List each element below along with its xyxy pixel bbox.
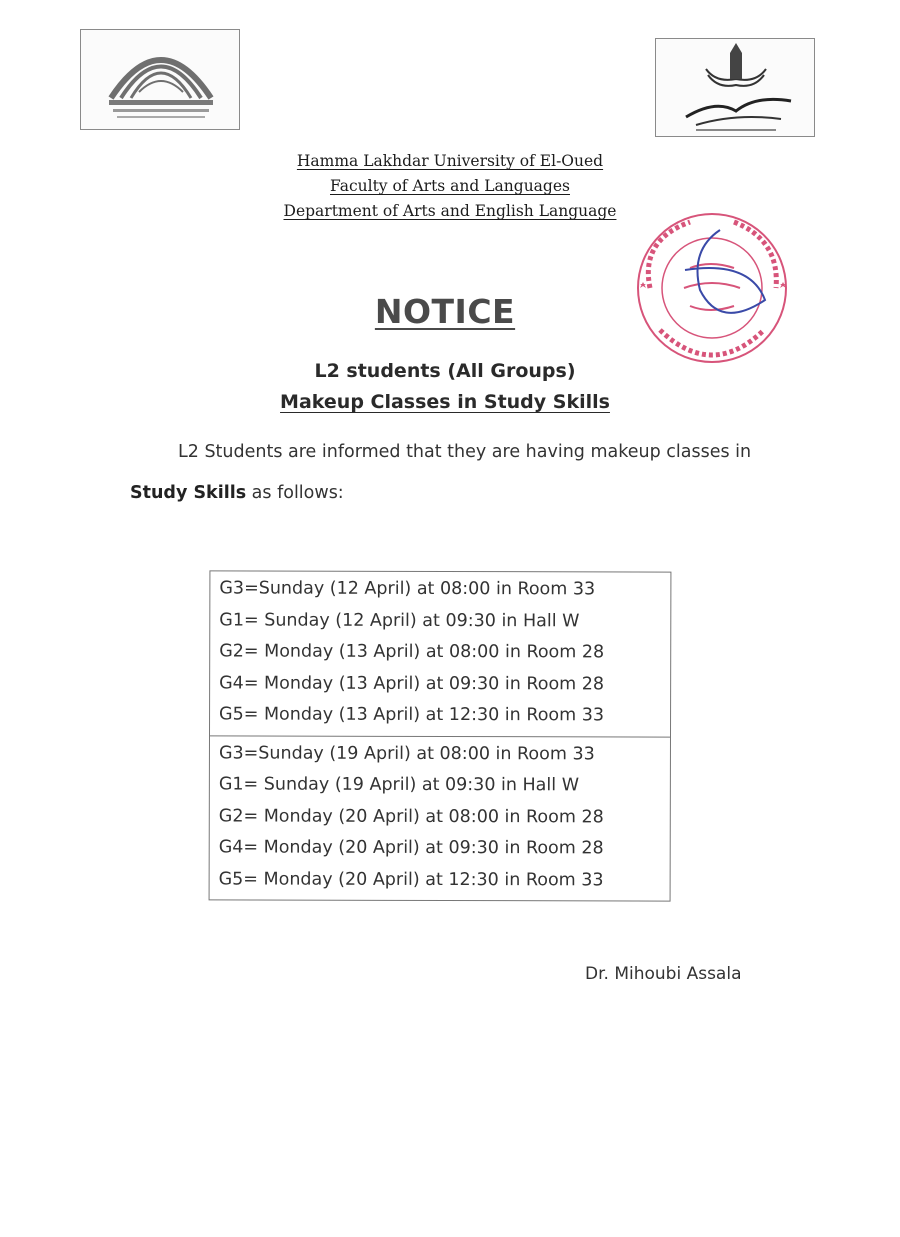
schedule-row: G4= Monday (20 April) at 09:30 in Room 28 (218, 837, 604, 859)
course-name: Study Skills (130, 483, 247, 503)
schedule-row: G2= Monday (20 April) at 08:00 in Room 28 (218, 805, 604, 827)
schedule-row: G4= Monday (13 April) at 09:30 in Room 28 (219, 672, 605, 694)
university-logo-icon (80, 29, 240, 130)
department-stamp-icon (630, 210, 795, 370)
schedule-week-2 (210, 735, 670, 901)
schedule-row: G2= Monday (13 April) at 08:00 in Room 28 (219, 641, 605, 663)
signature-name: Dr. Mihoubi Assala (585, 964, 742, 984)
intro-text-continued (130, 483, 344, 503)
faculty-name: Faculty of Arts and Languages (330, 177, 570, 195)
schedule-row: G5= Monday (20 April) at 12:30 in Room 33 (218, 868, 604, 890)
university-name: Hamma Lakhdar University of El-Oued (296, 152, 604, 170)
department-name: Department of Arts and English Language (283, 202, 617, 220)
notice-title: NOTICE (374, 292, 516, 331)
schedule-row: G1= Sunday (19 April) at 09:30 in Hall W (218, 774, 580, 796)
intro-suffix: as follows: (246, 483, 344, 503)
faculty-logo-icon (655, 38, 815, 137)
schedule-table (209, 570, 672, 901)
subject-line: Makeup Classes in Study Skills (280, 391, 610, 413)
schedule-row: G5= Monday (13 April) at 12:30 in Room 33 (219, 704, 605, 726)
schedule-row: G1= Sunday (12 April) at 09:30 in Hall W (219, 609, 580, 631)
schedule-row: G3=Sunday (19 April) at 08:00 in Room 33 (218, 742, 595, 764)
schedule-row: G3=Sunday (12 April) at 08:00 in Room 33 (219, 578, 596, 600)
audience-line: L2 students (All Groups) (314, 360, 576, 382)
schedule-week-1 (210, 571, 670, 736)
intro-text: L2 Students are informed that they are having makeup classes in (178, 442, 752, 462)
